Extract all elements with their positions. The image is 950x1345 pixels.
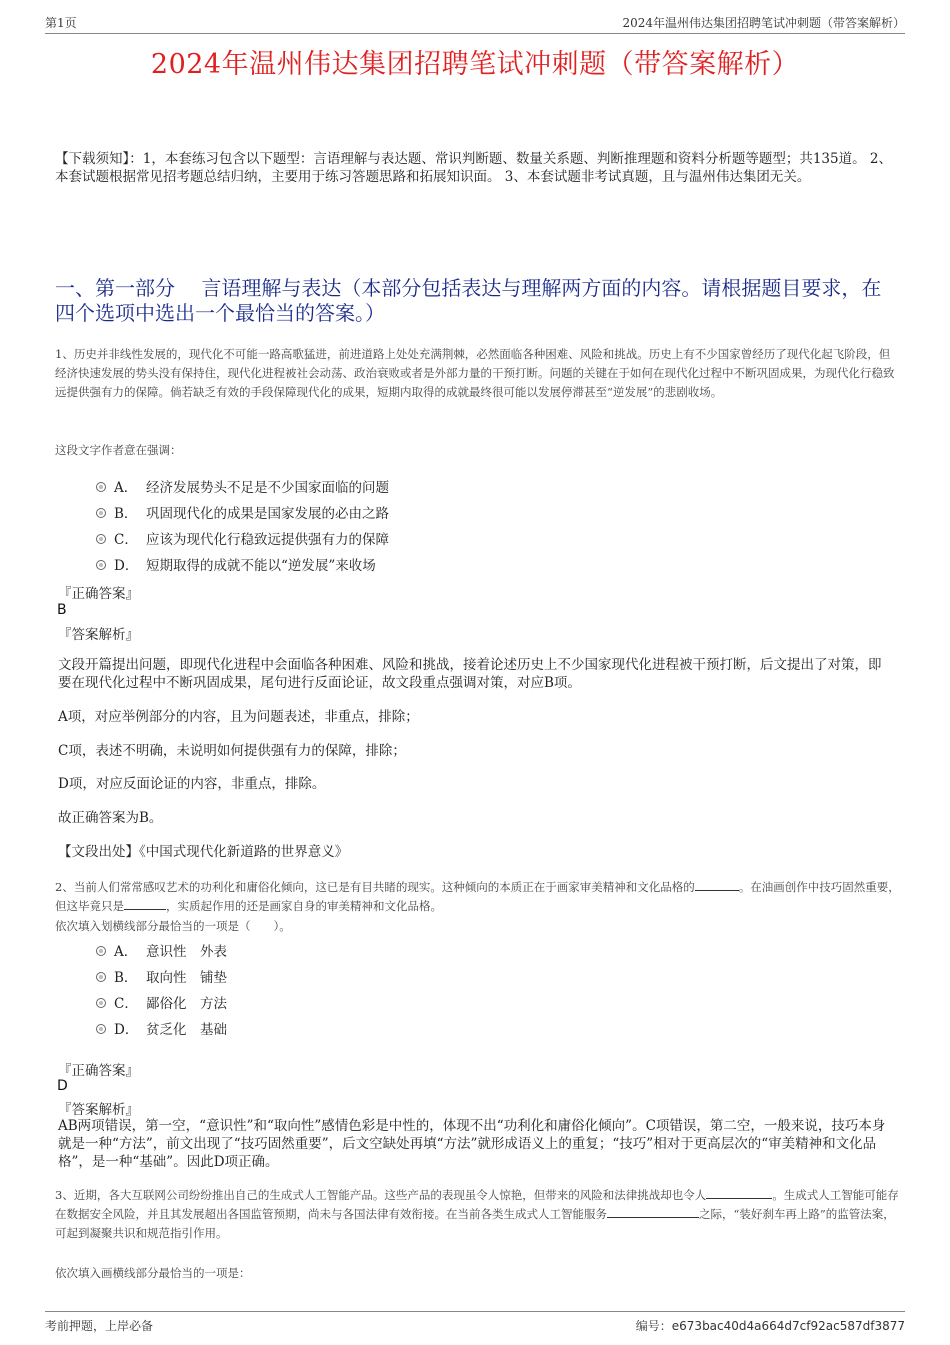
radio-icon[interactable] — [96, 534, 106, 544]
download-notice: 【下载须知】：1，本套练习包含以下题型：言语理解与表达题、常识判断题、数量关系题、判断推理题和资料分析题等题型；共135道。 2、本套试题根据常见招考题总结归纳，主要用于练习答题思路和拓展知识面。 3、本套试题非考试真题，且与温州伟达集团无关。 — [55, 151, 892, 185]
radio-icon[interactable] — [96, 1024, 106, 1034]
q1-prompt: 这段文字作者意在强调： — [55, 443, 182, 457]
q1-analysis-label: 『答案解析』 — [58, 627, 139, 643]
radio-icon[interactable] — [96, 482, 106, 492]
radio-icon[interactable] — [96, 998, 106, 1008]
q3-prompt: 依次填入画横线部分最恰当的一项是： — [55, 1266, 251, 1280]
q1-analysis-a: A项，对应举例部分的内容，且为问题表述，非重点，排除； — [58, 709, 419, 725]
q1-answer-label: 『正确答案』 — [58, 586, 139, 602]
blank-line — [706, 1187, 772, 1199]
q1-analysis-c: C项，表述不明确，未说明如何提供强有力的保障，排除； — [58, 743, 406, 759]
q1-conclusion: 故正确答案为B。 — [58, 810, 163, 826]
q2-stem: 2、当前人们常常感叹艺术的功利化和庸俗化倾向，这已是有目共睹的现实。这种倾向的本质正在于画家审美精神和文化品格的 。在油画创作中技巧固然重要，但这毕竟只是 ，实质起作用的还是画家自身的审美精神和文化品格。 — [55, 880, 900, 913]
q1-analysis-d: D项，对应反面论证的内容，非重点，排除。 — [58, 776, 326, 792]
q2-analysis: AB两项错误，第一空，“意识性”和“取向性”感情色彩是中性的，体现不出“功利化和庸俗化倾向”。C项错误，第二空，一般来说，技巧本身就是一种“方法”，前文出现了“技巧固然重要”，后文空缺处再填“方法”就形成语义上的重复；“技巧”相对于更高层次的“审美精神和文化品格”，是一种“基础”。因此D项正确。 — [58, 1118, 886, 1170]
footer-code: 编号：e673bac40d4a664d7cf92ac587df3877 — [635, 1319, 905, 1333]
blank-line — [695, 879, 739, 891]
q1-analysis-para: 文段开篇提出问题，即现代化进程中会面临各种困难、风险和挑战，接着论述历史上不少国家现代化进程被干预打断，后文提出了对策，即要在现代化过程中不断巩固成果，尾句进行反面论证，故文段重点强调对策，对应B项。 — [58, 657, 882, 691]
page-number: 第1页 — [45, 16, 77, 30]
q3-stem: 3、近期，各大互联网公司纷纷推出自己的生成式人工智能产品。这些产品的表现虽令人惊艳，但带来的风险和法律挑战却也令人 。生成式人工智能可能存在数据安全风险，并且其发展超出各国监管预期，尚未与各国法律有效衔接。在当前各类生成式人工智能服务 之际，“装好刹车再上路”的监管法案，可起到凝聚共识和规范指引作用。 — [55, 1188, 899, 1240]
q2-answer: D — [57, 1078, 68, 1094]
q2-prompt: 依次填入划横线部分最恰当的一项是（ ）。 — [55, 919, 291, 933]
footer-slogan: 考前押题，上岸必备 — [45, 1319, 154, 1333]
q1-answer: B — [57, 602, 67, 618]
page-header — [45, 10, 905, 34]
blank-line — [607, 1206, 699, 1218]
page-title: 2024年温州伟达集团招聘笔试冲刺题（带答案解析） — [150, 49, 800, 80]
header-doc-title: 2024年温州伟达集团招聘笔试冲刺题（带答案解析） — [622, 16, 905, 30]
radio-icon[interactable] — [96, 560, 106, 570]
q2-answer-label: 『正确答案』 — [58, 1063, 139, 1079]
radio-icon[interactable] — [96, 946, 106, 956]
section-title: 一、第一部分 言语理解与表达（本部分包括表达与理解两方面的内容。请根据题目要求，在四个选项中选出一个最恰当的答案。） — [55, 276, 882, 325]
radio-icon[interactable] — [96, 972, 106, 982]
page-footer — [45, 1311, 905, 1337]
q1-stem: 1、历史并非线性发展的，现代化不可能一路高歌猛进，前进道路上处处充满荆棘，必然面临各种困难、风险和挑战。历史上有不少国家曾经历了现代化起飞阶段，但经济快速发展的势头没有保持住，现代化进程被社会动荡、政治衰败或者是外部力量的干预打断。问题的关键在于如何在现代化过程中不断巩固成果，为现代化行稳致远提供强有力的保障。倘若缺乏有效的手段保障现代化的成果，短期内取得的成就最终很可能以发展停滞甚至“逆发展”的悲剧收场。 — [55, 347, 895, 399]
q2-analysis-label: 『答案解析』 — [58, 1102, 139, 1118]
blank-line — [124, 898, 166, 910]
radio-icon[interactable] — [96, 508, 106, 518]
q1-source: 【文段出处】《中国式现代化新道路的世界意义》 — [58, 844, 349, 860]
